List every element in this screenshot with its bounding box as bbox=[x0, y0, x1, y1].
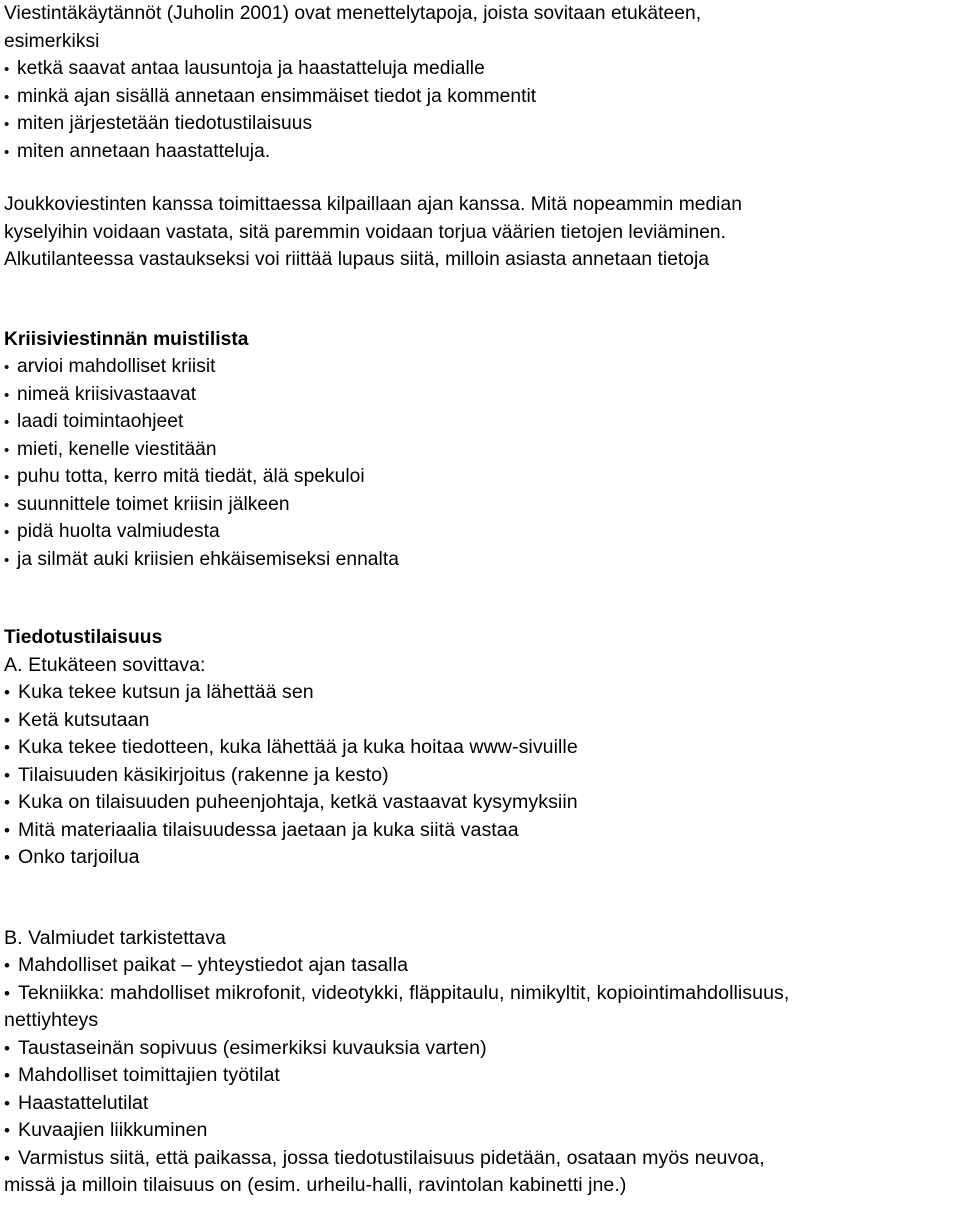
spacer bbox=[4, 872, 960, 925]
spacer bbox=[4, 274, 960, 326]
list-item: • Kuka tekee tiedotteen, kuka lähettää ja kuka hoitaa www-sivuille bbox=[4, 734, 960, 762]
list-item: • minkä ajan sisällä annetaan ensimmäiset tiedot ja kommentit bbox=[4, 83, 960, 111]
intro-section bbox=[4, 0, 960, 165]
list-item-continuation: nettiyhteys bbox=[4, 1009, 99, 1031]
list-item: • miten annetaan haastatteluja. bbox=[4, 138, 960, 166]
list-item: • Haastattelutilat bbox=[4, 1090, 960, 1118]
list-item: • Kuvaajien liikkuminen bbox=[4, 1117, 960, 1145]
subsection-title: B. Valmiudet tarkistettava bbox=[4, 926, 227, 949]
section-heading: Tiedotustilaisuus bbox=[4, 627, 163, 648]
spacer bbox=[4, 573, 960, 624]
paragraph-line: kyselyihin voidaan vastata, sitä paremmin voidaan torjua väärien tietojen leviäminen. bbox=[4, 221, 727, 243]
list-item: • suunnittele toimet kriisin jälkeen bbox=[4, 491, 960, 519]
list-item: • Mahdolliset paikat – yhteystiedot ajan tasalla bbox=[4, 952, 960, 980]
list-item: • Ketä kutsutaan bbox=[4, 707, 960, 735]
list-item: • Tilaisuuden käsikirjoitus (rakenne ja kesto) bbox=[4, 762, 960, 790]
intro-text: esimerkiksi bbox=[4, 30, 100, 52]
list-item: • Tekniikka: mahdolliset mikrofonit, videotykki, fläppitaulu, nimikyltit, kopiointimahdollisuus, bbox=[4, 980, 960, 1008]
subsection-title: A. Etukäteen sovittava: bbox=[4, 653, 206, 676]
paragraph-line: Alkutilanteessa vastaukseksi voi riittää lupaus siitä, milloin asiasta annetaan tietoja bbox=[4, 249, 710, 270]
list-item: • mieti, kenelle viestitään bbox=[4, 436, 960, 464]
list-item: • puhu totta, kerro mitä tiedät, älä spekuloi bbox=[4, 463, 960, 491]
intro-text: Viestintäkäytännöt (Juholin 2001) ovat menettelytapoja, joista sovitaan etukäteen, bbox=[4, 3, 702, 24]
list-item: • Kuka on tilaisuuden puheenjohtaja, ketkä vastaavat kysymyksiin bbox=[4, 789, 960, 817]
list-item: • laadi toimintaohjeet bbox=[4, 408, 960, 436]
list-item: • Mahdolliset toimittajien työtilat bbox=[4, 1062, 960, 1090]
list-item: • ketkä saavat antaa lausuntoja ja haastatteluja medialle bbox=[4, 55, 960, 83]
list-item: • ja silmät auki kriisien ehkäisemiseksi ennalta bbox=[4, 546, 960, 574]
list-item-continuation: missä ja milloin tilaisuus on (esim. urheilu-halli, ravintolan kabinetti jne.) bbox=[4, 1174, 627, 1196]
list-item: • nimeä kriisivastaavat bbox=[4, 381, 960, 409]
list-item: • pidä huolta valmiudesta bbox=[4, 518, 960, 546]
section-heading: Kriisiviestinnän muistilista bbox=[4, 328, 249, 350]
paragraph-line: Joukkoviestinten kanssa toimittaessa kilpaillaan ajan kanssa. Mitä nopeammin median bbox=[4, 194, 742, 215]
list-item: • Mitä materiaalia tilaisuudessa jaetaan ja kuka siitä vastaa bbox=[4, 817, 960, 845]
list-item: • Kuka tekee kutsun ja lähettää sen bbox=[4, 679, 960, 707]
list-item: • Onko tarjoilua bbox=[4, 844, 960, 872]
list-item: • miten järjestetään tiedotustilaisuus bbox=[4, 110, 960, 138]
crisis-checklist bbox=[4, 326, 960, 574]
document-body bbox=[4, 0, 960, 1200]
list-item: • arvioi mahdolliset kriisit bbox=[4, 353, 960, 381]
list-item: • Varmistus siitä, että paikassa, jossa tiedotustilaisuus pidetään, osataan myös neuvoa, bbox=[4, 1145, 960, 1173]
list-item: • Taustaseinän sopivuus (esimerkiksi kuvauksia varten) bbox=[4, 1035, 960, 1063]
media-paragraph bbox=[4, 191, 960, 274]
press-conference-section bbox=[4, 624, 960, 1200]
spacer bbox=[4, 165, 960, 191]
